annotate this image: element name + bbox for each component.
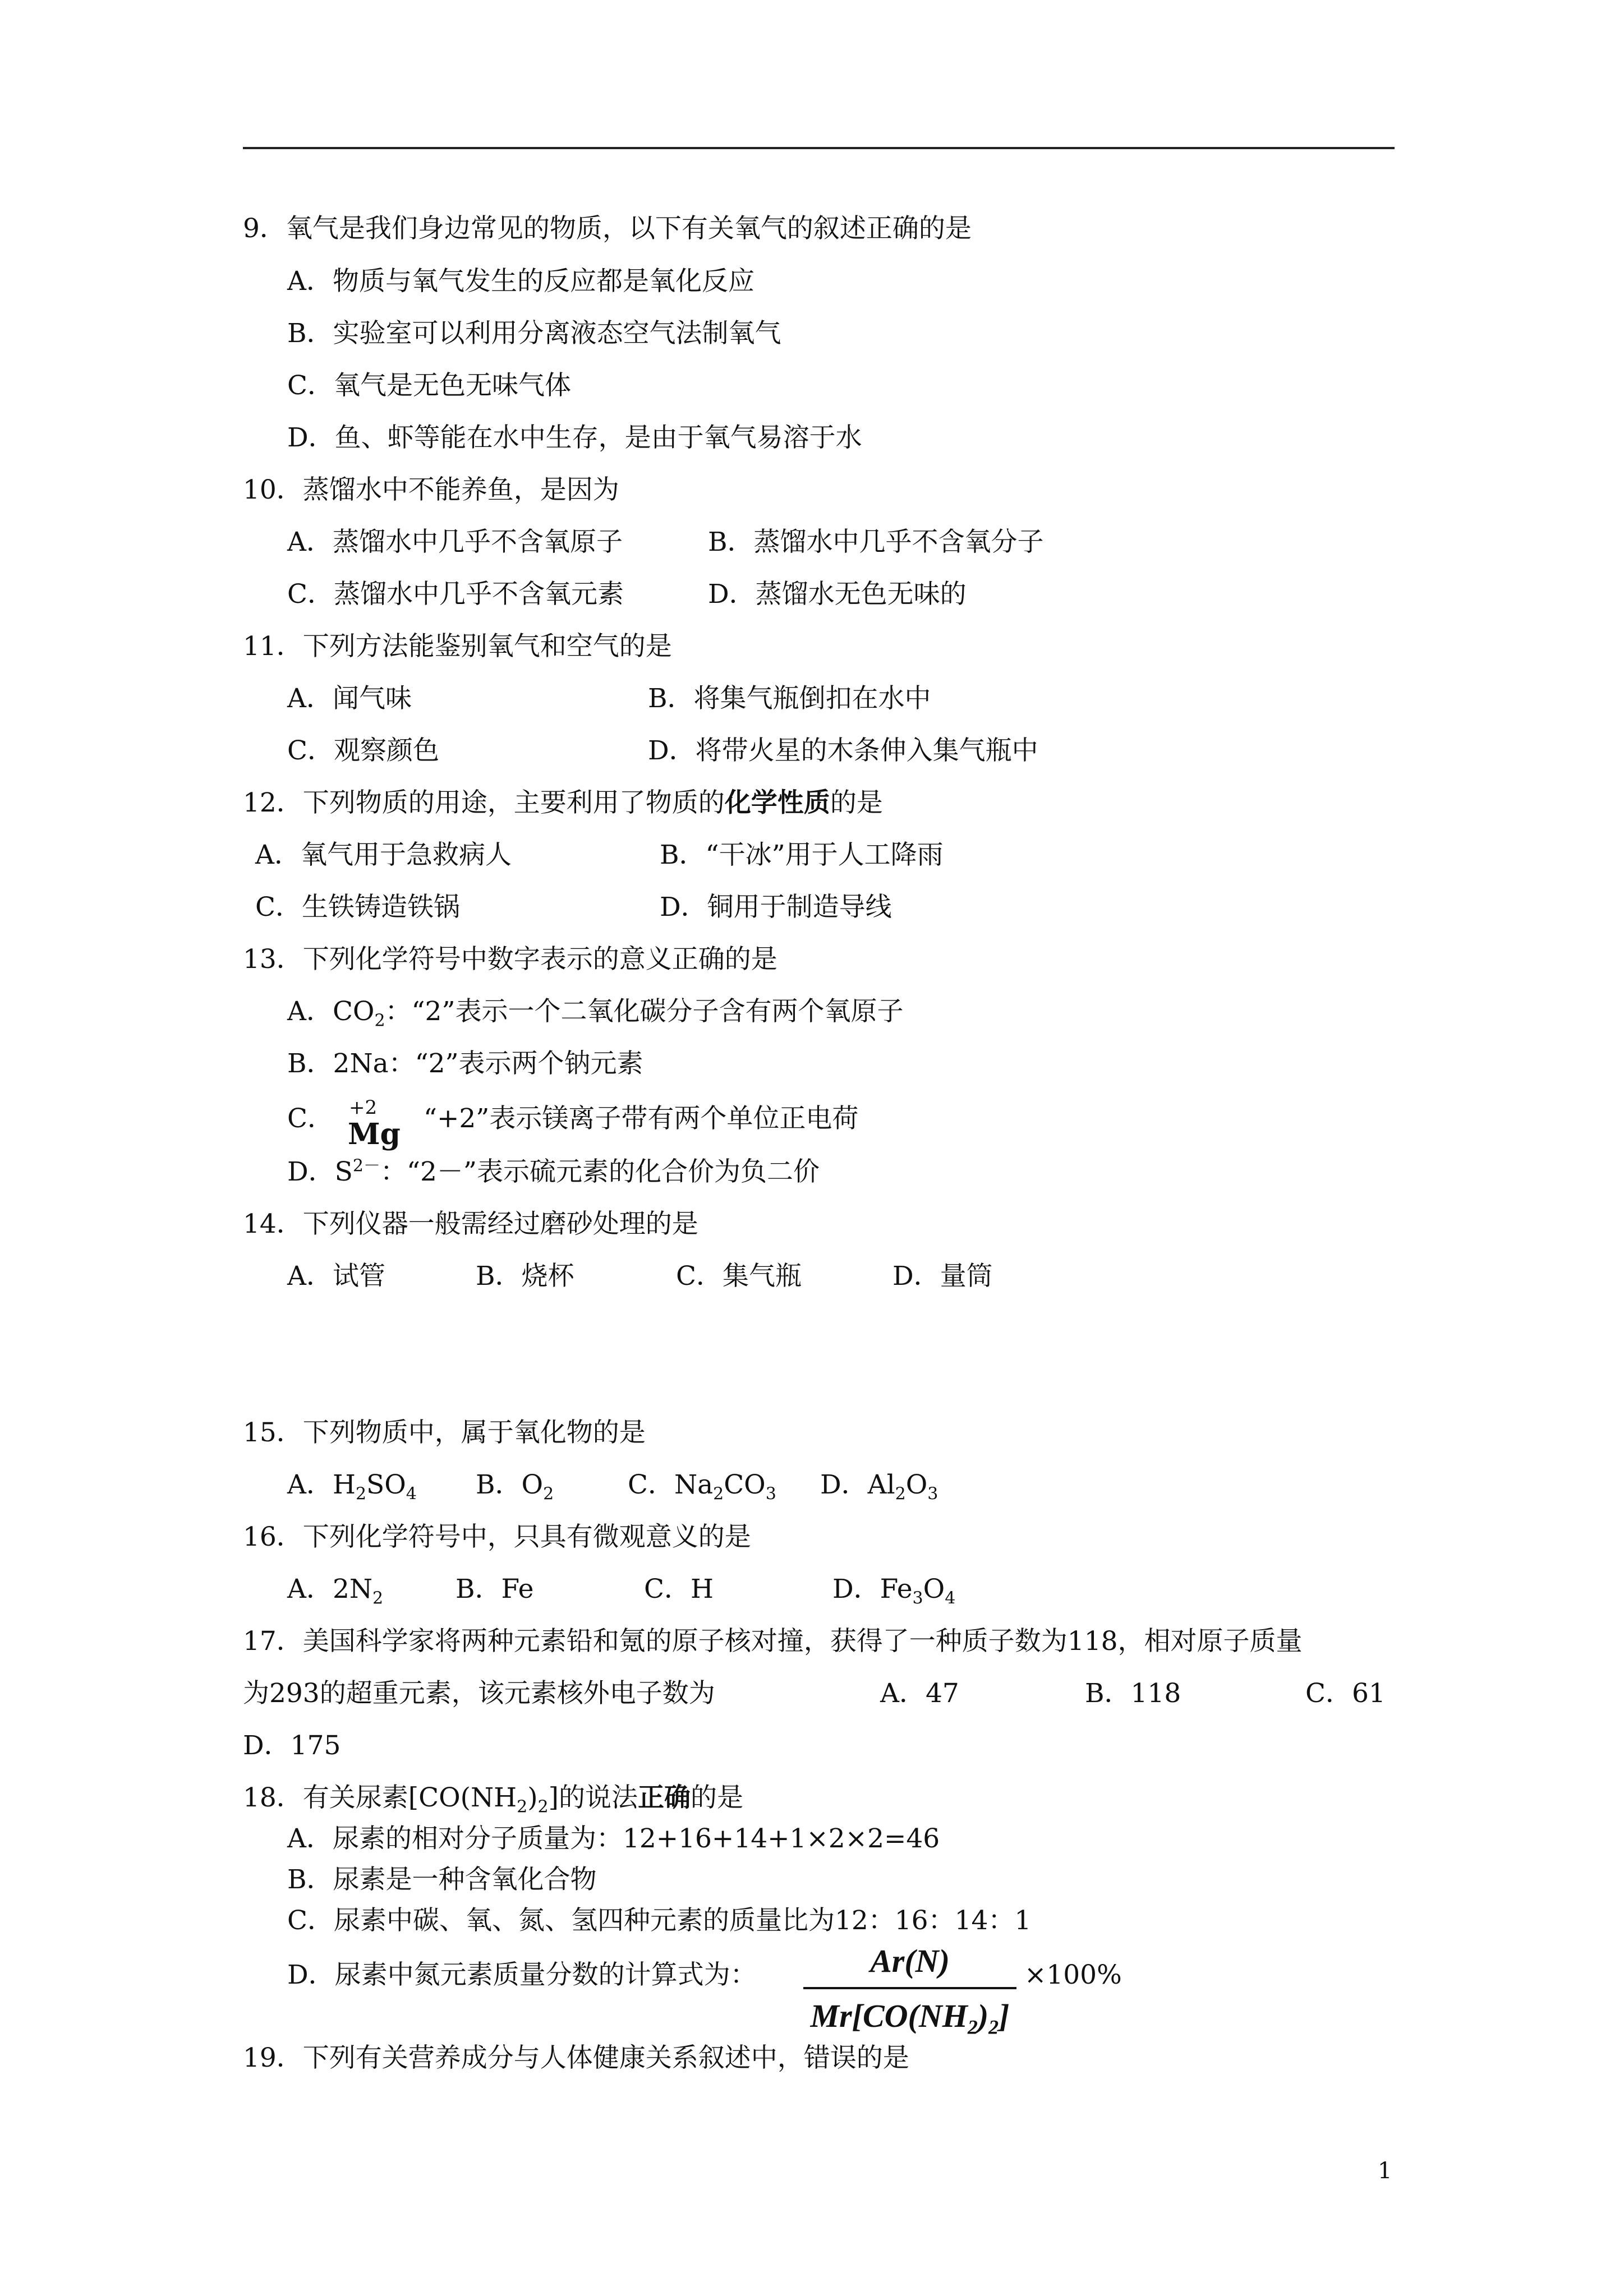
q17-line1: 17．美国科学家将两种元素铅和氪的原子核对撞，获得了一种质子数为118，相对原子质量 (243, 1626, 1303, 1657)
page-number: 1 (1378, 2158, 1392, 2184)
q18-fraction (803, 1939, 1016, 2040)
fraction-numerator: Ar(N) (870, 1943, 950, 1979)
q13-option-b: B．2Na：“2”表示两个钠元素 (287, 1048, 643, 1079)
q15-option-a: A．$H_2SO_4$ (287, 1469, 417, 1504)
q18-option-c: C．尿素中碳、氧、氮、氢四种元素的质量比为12：16：14：1 (287, 1905, 1032, 1936)
q18-emphasis: 正确 (637, 1782, 691, 1813)
q18-option-d: D．尿素中氮元素质量分数的计算式为： (287, 1960, 757, 1990)
q11-stem: 11．下列方法能鉴别氧气和空气的是 (243, 631, 672, 662)
q19-stem: 19．下列有关营养成分与人体健康关系叙述中，错误的是 (243, 2043, 909, 2073)
q13-stem: 13．下列化学符号中数字表示的意义正确的是 (243, 944, 778, 975)
q18-option-a: A．尿素的相对分子质量为：12+16+14+1×2×2=46 (287, 1823, 940, 1854)
q15-stem: 15．下列物质中，属于氧化物的是 (243, 1417, 646, 1448)
q17-line2: 为293的超重元素，该元素核外电子数为 (243, 1678, 715, 1709)
q17-option-d: D．175 (243, 1730, 341, 1761)
q9-option-c: C．氧气是无色无味气体 (287, 370, 571, 401)
q11-option-a: A．闻气味 (287, 683, 412, 714)
q12-stem: 12．下列物质的用途，主要利用了物质的化学性质的是 (243, 787, 883, 818)
q13-option-c-label: C． (287, 1103, 334, 1134)
q12-option-b: B．“干冰”用于人工降雨 (660, 840, 944, 870)
q14-option-c: C．集气瓶 (676, 1261, 802, 1292)
fraction-bar (803, 1987, 1016, 1989)
q9-option-b: B．实验室可以利用分离液态空气法制氧气 (287, 318, 781, 349)
q16-option-a: A．$2N_2$ (287, 1574, 384, 1608)
q9-option-d: D．鱼、虾等能在水中生存，是由于氧气易溶于水 (287, 422, 862, 453)
q16-option-d: D．$Fe_3O_4$ (832, 1574, 956, 1608)
q14-option-d: D．量筒 (892, 1261, 993, 1292)
header-rule (243, 147, 1395, 149)
q13-option-c-text: “+2”表示镁离子带有两个单位正电荷 (424, 1103, 859, 1134)
q14-option-a: A．试管 (287, 1261, 385, 1292)
q13-option-d: D．$S^{2-}$：“2－”表示硫元素的化合价为负二价 (287, 1156, 820, 1187)
q12-emphasis: 化学性质 (724, 787, 830, 818)
q14-stem: 14．下列仪器一般需经过磨砂处理的是 (243, 1209, 698, 1239)
q18-option-b: B．尿素是一种含氧化合物 (287, 1864, 597, 1895)
q18-stem: 18．有关尿素$[CO(NH_2)_2]$的说法正确的是 (243, 1782, 743, 1817)
q10-option-d: D．蒸馏水无色无味的 (708, 579, 967, 610)
q10-option-c: C．蒸馏水中几乎不含氧元素 (287, 579, 624, 610)
q17-option-b: B．118 (1085, 1678, 1181, 1709)
q18-percent-factor: ×100% (1024, 1960, 1122, 1990)
fraction-denominator: $Mr[CO(NH_2)_2]$ (810, 1998, 1010, 2039)
q11-option-c: C．观察颜色 (287, 735, 439, 766)
q16-stem: 16．下列化学符号中，只具有微观意义的是 (243, 1522, 751, 1552)
q13-option-a: A．$CO_2$：“2”表示一个二氧化碳分子含有两个氧原子 (287, 996, 904, 1031)
q12-option-d: D．铜用于制造导线 (660, 892, 892, 923)
q17-option-a: A．47 (880, 1678, 959, 1709)
q14-option-b: B．烧杯 (476, 1261, 574, 1292)
q11-option-d: D．将带火星的木条伸入集气瓶中 (648, 735, 1038, 766)
q10-option-a: A．蒸馏水中几乎不含氧原子 (287, 527, 623, 557)
q10-stem: 10．蒸馏水中不能养鱼，是因为 (243, 474, 619, 505)
q15-option-b: B．$O_2$ (476, 1469, 554, 1504)
q13-mg-valence-symbol: +2 Mg (348, 1096, 401, 1151)
q12-option-a: A．氧气用于急救病人 (255, 840, 512, 870)
q15-option-d: D．$Al_2O_3$ (820, 1469, 938, 1504)
q12-option-c: C．生铁铸造铁锅 (255, 892, 460, 923)
q16-option-c: C．H (644, 1574, 714, 1605)
q16-option-b: B．Fe (456, 1574, 534, 1605)
q9-stem: 9．氧气是我们身边常见的物质，以下有关氧气的叙述正确的是 (243, 213, 972, 244)
q15-option-c: C．$Na_2CO_3$ (628, 1469, 776, 1504)
q9-option-a: A．物质与氧气发生的反应都是氧化反应 (287, 266, 755, 297)
q17-option-c: C．61 (1305, 1678, 1386, 1709)
q10-option-b: B．蒸馏水中几乎不含氧分子 (708, 527, 1044, 557)
q11-option-b: B．将集气瓶倒扣在水中 (648, 683, 931, 714)
